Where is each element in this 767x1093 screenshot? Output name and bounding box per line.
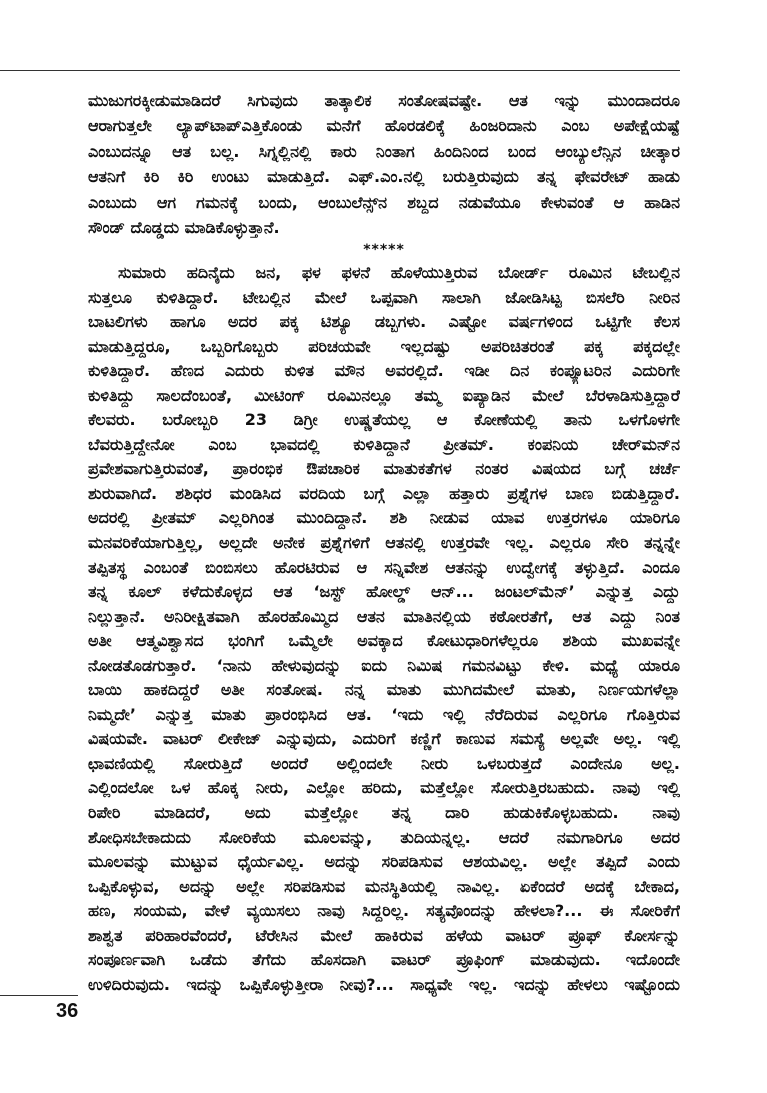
paragraph (88, 261, 680, 997)
text-line: ಶುರುವಾಗಿದೆ. ಶಶಿಧರ ಮಂಡಿಸಿದ ವರದಿಯ ಬಗ್ಗೆ ಎಲ್ಲಾ ಹತ್ತಾರು ಪ್ರಶ್ನೆಗಳ ಬಾಣ ಬಿಡುತ್ತಿದ್ದಾರೆ. (88, 483, 680, 503)
text-line: ವಿಷಯವೇ. ವಾಟರ್ ಲೀಕೇಜ್ ಎನ್ನುವುದು, ಎದುರಿಗೆ ಕಣ್ಣಿಗೆ ಕಾಣುವ ಸಮಸ್ಯೆ ಅಲ್ಲವೇ ಅಲ್ಲ. ಇಲ್ಲಿ (88, 729, 680, 749)
text-line: ಆರಾಗುತ್ತಲೇ ಲ್ಯಾಪ್‌ಟಾಪ್‌ಎತ್ತಿಕೊಂಡು ಮನೆಗೆ ಹೊರಡಲಿಕ್ಕೆ ಹಿಂಜರಿದಾನು ಎಂಬ ಅಪೇಕ್ಷೆಯಷ್ಟೆ (88, 116, 680, 136)
text-line: ಮಾಡುತ್ತಿದ್ದರೂ, ಒಬ್ಬರಿಗೊಬ್ಬರು ಪರಿಚಯವೇ ಇಲ್ಲದಷ್ಟು ಅಪರಿಚಿತರಂತೆ ಪಕ್ಕ ಪಕ್ಕದಲ್ಲೇ (88, 336, 680, 356)
text-line: ಮುಜುಗರಕ್ಕೀಡುಮಾಡಿದರೆ ಸಿಗುವುದು ತಾತ್ಕಾಲಿಕ ಸಂತೋಷವಷ್ಟೇ. ಆತ ಇನ್ನು ಮುಂದಾದರೂ (88, 91, 680, 110)
text-line: ಅತೀ ಆತ್ಮವಿಶ್ವಾಸದ ಭಂಗಿಗೆ ಒಮ್ಮೆಲೇ ಅವಕ್ಕಾದ ಕೋಟುಧಾರಿಗಳೆಲ್ಲರೂ ಶಶಿಯ ಮುಖವನ್ನೇ (88, 631, 680, 651)
text-line: ಬೆವರುತ್ತಿದ್ದೇನೋ ಎಂಬ ಭಾವದಲ್ಲಿ ಕುಳಿತಿದ್ದಾನೆ ಪ್ರೀತಮ್. ಕಂಪನಿಯ ಚೇರ್‌ಮನ್‌ನ (88, 434, 680, 454)
text-line: ಉಳಿದಿರುವುದು. ಇದನ್ನು ಒಪ್ಪಿಕೊಳ್ಳುತ್ತೀರಾ ನೀವು?... ಸಾಧ್ಯವೇ ಇಲ್ಲ. ಇದನ್ನು ಹೇಳಲು ಇಷ್ಟೊಂದು (88, 974, 680, 994)
text-line: ಬಾಯಿ ಹಾಕದಿದ್ದರೆ ಅತೀ ಸಂತೋಷ. ನನ್ನ ಮಾತು ಮುಗಿದಮೇಲೆ ಮಾತು, ನಿರ್ಣಯಗಳೆಲ್ಲಾ (88, 680, 680, 700)
text-line: ನಿಲ್ಲುತ್ತಾನೆ. ಅನಿರೀಕ್ಷಿತವಾಗಿ ಹೊರಹೊಮ್ಮಿದ ಆತನ ಮಾತಿನಲ್ಲಿಯ ಕಠೋರತೆಗೆ, ಆತ ಎದ್ದು ನಿಂತ (88, 606, 680, 626)
text-line: ಒಪ್ಪಿಕೊಳ್ಳುವ, ಅದನ್ನು ಅಲ್ಲೇ ಸರಿಪಡಿಸುವ ಮನಸ್ಥಿತಿಯಲ್ಲಿ ನಾವಿಲ್ಲ. ಏಕೆಂದರೆ ಅದಕ್ಕೆ ಬೇಕಾದ, (88, 876, 680, 896)
text-line: ಮೂಲವನ್ನು ಮುಟ್ಟುವ ಧೈರ್ಯವಿಲ್ಲ. ಅದನ್ನು ಸರಿಪಡಿಸುವ ಆಶಯವಿಲ್ಲ. ಅಲ್ಲೇ ತಪ್ಪಿದೆ ಎಂದು (88, 852, 680, 872)
text-line: ಸುಮಾರು ಹದಿನೈದು ಜನ, ಫಳ ಫಳನೆ ಹೊಳೆಯುತ್ತಿರುವ ಬೋರ್ಡ್ ರೂಮಿನ ಟೇಬಲ್ಲಿನ (118, 263, 680, 282)
text-line: ಪ್ರವೇಶವಾಗುತ್ತಿರುವಂತೆ, ಪ್ರಾರಂಭಿಕ ಔಪಚಾರಿಕ ಮಾತುಕತೆಗಳ ನಂತರ ವಿಷಯದ ಬಗ್ಗೆ ಚರ್ಚೆ (88, 459, 680, 479)
text-line: ತಪ್ಪಿತಸ್ಥ ಎಂಬಂತೆ ಬಿಂಬಿಸಲು ಹೊರಟಿರುವ ಆ ಸನ್ನಿವೇಶ ಆತನನ್ನು ಉದ್ವೇಗಕ್ಕೆ ತಳ್ಳುತ್ತಿದೆ. ಎಂದೂ (88, 557, 680, 577)
text-line: ಮನವರಿಕೆಯಾಗುತ್ತಿಲ್ಲ, ಅಲ್ಲದೇ ಅನೇಕ ಪ್ರಶ್ನೆಗಳಿಗೆ ಆತನಲ್ಲಿ ಉತ್ತರವೇ ಇಲ್ಲ. ಎಲ್ಲರೂ ಸೇರಿ ತನ್ನನ್ನೇ (88, 533, 680, 553)
text-line: ಆತನಿಗೆ ಕಿರಿ ಕಿರಿ ಉಂಟು ಮಾಡುತ್ತಿದೆ. ಎಫ್.ಎಂ.ನಲ್ಲಿ ಬರುತ್ತಿರುವುದು ತನ್ನ ಫೇವರೇಟ್ ಹಾಡು (88, 167, 680, 187)
text-line: ಎಂಬುದನ್ನೂ ಆತ ಬಲ್ಲ. ಸಿಗ್ನಲ್ಲಿನಲ್ಲಿ ಕಾರು ನಿಂತಾಗ ಹಿಂದಿನಿಂದ ಬಂದ ಆಂಬ್ಯುಲೆನ್ಸಿನ ಚೀತ್ಕಾರ (88, 141, 680, 161)
text-line: ಕುಳಿತಿದ್ದಾರೆ. ಹೆಣದ ಎದುರು ಕುಳಿತ ಮೌನ ಅವರಲ್ಲಿದೆ. ಇಡೀ ದಿನ ಕಂಪ್ಯೂಟರಿನ ಎದುರಿಗೇ (88, 361, 680, 381)
text-line: ಹಣ, ಸಂಯಮ, ವೇಳೆ ವ್ಯಯಿಸಲು ನಾವು ಸಿದ್ದರಿಲ್ಲ. ಸತ್ಯವೊಂದನ್ನು ಹೇಳಲಾ?... ಈ ಸೋರಿಕೆಗೆ (88, 901, 680, 921)
text-line: ಸುತ್ತಲೂ ಕುಳಿತಿದ್ದಾರೆ. ಟೇಬಲ್ಲಿನ ಮೇಲೆ ಒಪ್ಪವಾಗಿ ಸಾಲಾಗಿ ಜೋಡಿಸಿಟ್ಟ ಬಿಸಲೆರಿ ನೀರಿನ (88, 287, 680, 307)
text-line: ನಿಮ್ಮದೇ’ ಎನ್ನುತ್ತ ಮಾತು ಪ್ರಾರಂಭಿಸಿದ ಆತ. ‘ಇದು ಇಲ್ಲಿ ನೆರೆದಿರುವ ಎಲ್ಲರಿಗೂ ಗೊತ್ತಿರುವ (88, 704, 680, 724)
paragraph (88, 88, 680, 240)
text-line: ಶೋಧಿಸಬೇಕಾದುದು ಸೋರಿಕೆಯ ಮೂಲವನ್ನು, ತುದಿಯನ್ನಲ್ಲ. ಆದರೆ ನಮಗಾರಿಗೂ ಅದರ (88, 827, 680, 847)
text-line: ತನ್ನ ಕೂಲ್ ಕಳೆದುಕೊಳ್ಳದ ಆತ ‘ಜಸ್ಟ್ ಹೋಲ್ಡ್ ಆನ್... ಜಂಟಲ್‌ಮೆನ್’ ಎನ್ನುತ್ತ ಎದ್ದು (88, 582, 680, 602)
text-line: ಕುಳಿತಿದ್ದು ಸಾಲದೆಂಬಂತೆ, ಮೀಟಿಂಗ್ ರೂಮಿನಲ್ಲೂ ತಮ್ಮ ಐಪ್ಯಾಡಿನ ಮೇಲೆ ಬೆರಳಾಡಿಸುತ್ತಿದ್ದಾರೆ (88, 385, 680, 405)
text-line: ಕೆಲವರು. ಬರೋಬ್ಬರಿ 23 ಡಿಗ್ರೀ ಉಷ್ಣತೆಯಲ್ಲ ಆ ಕೋಣೆಯಲ್ಲಿ ತಾನು ಒಳಗೊಳಗೇ (88, 410, 680, 430)
footer-rule (0, 995, 78, 996)
text-line: ಸೌಂಡ್ ದೊಡ್ಡದು ಮಾಡಿಕೊಳ್ಳುತ್ತಾನೆ. (88, 217, 280, 237)
text-line: ಶಾಶ್ವತ ಪರಿಹಾರವೆಂದರೆ, ಟೆರೇಸಿನ ಮೇಲೆ ಹಾಕಿರುವ ಹಳೆಯ ವಾಟರ್ ಪ್ರೂಫ್ ಕೋರ್ಸನ್ನು (88, 925, 680, 945)
top-rule (0, 70, 680, 71)
text-line: ಬಾಟಲಿಗಳು ಹಾಗೂ ಅದರ ಪಕ್ಕ ಟಿಶ್ಯೂ ಡಬ್ಬಗಳು. ಎಷ್ಟೋ ವರ್ಷಗಳಿಂದ ಒಟ್ಟಿಗೇ ಕೆಲಸ (88, 312, 680, 332)
page-number: 36 (56, 1000, 79, 1022)
section-separator: ***** (363, 242, 405, 258)
text-line: ಛಾವಣಿಯಲ್ಲಿ ಸೋರುತ್ತಿದೆ ಅಂದರೆ ಅಲ್ಲಿಂದಲೇ ನೀರು ಒಳಬರುತ್ತದೆ ಎಂದೇನೂ ಅಲ್ಲ. (88, 753, 680, 773)
text-line: ಅದರಲ್ಲಿ ಪ್ರೀತಮ್ ಎಲ್ಲರಿಗಿಂತ ಮುಂದಿದ್ದಾನೆ. ಶಶಿ ನೀಡುವ ಯಾವ ಉತ್ತರಗಳೂ ಯಾರಿಗೂ (88, 508, 680, 528)
text-line: ಎಂಬುದು ಆಗ ಗಮನಕ್ಕೆ ಬಂದು, ಆಂಬುಲೆನ್ಸ್‌ನ ಶಬ್ದದ ನಡುವೆಯೂ ಕೇಳುವಂತೆ ಆ ಹಾಡಿನ (88, 192, 680, 212)
text-line: ಎಲ್ಲಿಂದಲೋ ಒಳ ಹೊಕ್ಕ ನೀರು, ಎಲ್ಲೋ ಹರಿದು, ಮತ್ತೆಲ್ಲೋ ಸೋರುತ್ತಿರಬಹುದು. ನಾವು ಇಲ್ಲಿ (88, 778, 680, 798)
text-line: ಸಂಪೂರ್ಣವಾಗಿ ಒಡೆದು ತೆಗೆದು ಹೊಸದಾಗಿ ವಾಟರ್ ಪ್ರೂಫಿಂಗ್ ಮಾಡುವುದು. ಇದೊಂದೇ (88, 950, 680, 970)
text-line: ನೋಡತೊಡಗುತ್ತಾರೆ. ‘ನಾನು ಹೇಳುವುದನ್ನು ಐದು ನಿಮಿಷ ಗಮನವಿಟ್ಟು ಕೇಳಿ. ಮಧ್ಯೆ ಯಾರೂ (88, 655, 680, 675)
text-line: ರಿಪೇರಿ ಮಾಡಿದರೆ, ಅದು ಮತ್ತೆಲ್ಲೋ ತನ್ನ ದಾರಿ ಹುಡುಕಿಕೊಳ್ಳಬಹುದು. ನಾವು (88, 803, 680, 823)
